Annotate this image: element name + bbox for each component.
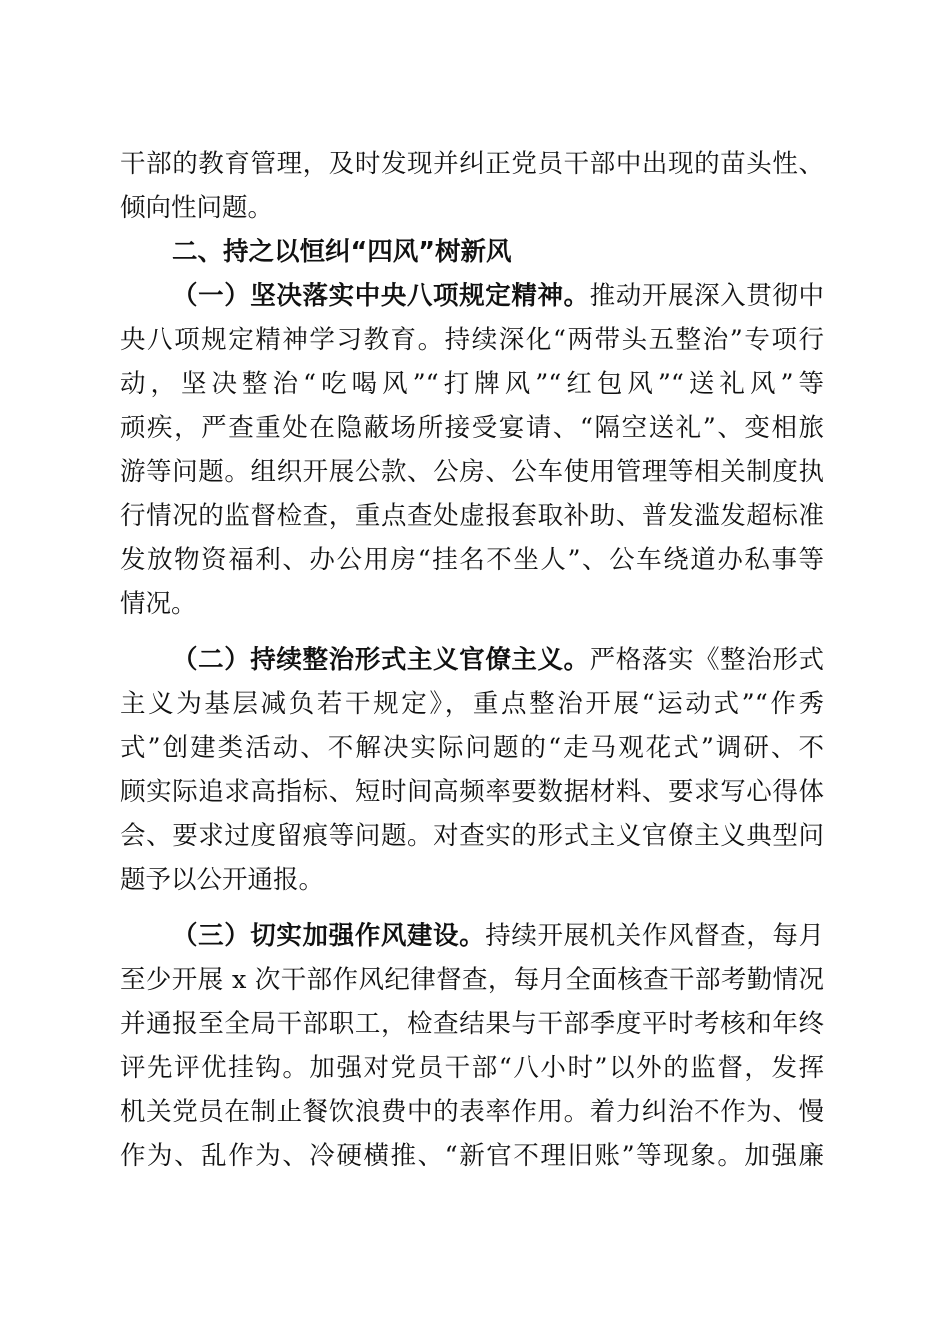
text-line: 发放物资福利、办公用房“挂名不坐人”、公车绕道办私事等 [120,545,824,575]
text-line: 评先评优挂钩。加强对党员干部“八小时”以外的监督，发挥 [120,1053,824,1083]
text-line: 并通报至全局干部职工，检查结果与干部季度平时考核和年终 [120,1009,824,1039]
text-span: 严格落实《整治形式 [589,645,824,675]
text-line: 央八项规定精神学习教育。持续深化“两带头五整治”专项行 [120,325,824,355]
document-body [120,142,824,1178]
text-line: 游等问题。组织开展公款、公房、公车使用管理等相关制度执 [120,457,824,487]
text-line: 动，坚决整治“吃喝风”“打牌风”“红包风”“送礼风”等 [120,369,824,399]
paragraph-lead: （一）坚决落实中央八项规定精神。 [172,281,590,311]
text-line: 倾向性问题。 [120,193,274,223]
text-line [120,638,824,682]
section-heading: 二、持之以恒纠“四风”树新风 [172,237,512,267]
paragraph-2 [120,638,824,902]
text-line: 至少开展 x 次干部作风纪律督查，每月全面核查干部考勤情况 [120,965,824,995]
paragraph-gap [120,902,824,914]
text-span: 持续开展机关作风督查，每月 [485,921,824,951]
text-span: 推动开展深入贯彻中 [589,281,824,311]
text-line: 情况。 [120,589,197,619]
text-line: 行情况的监督检查，重点查处虚报套取补助、普发滥发超标准 [120,501,824,531]
paragraph-gap [120,626,824,638]
top-paragraph [120,142,824,230]
text-line [120,914,824,958]
paragraph-3 [120,914,824,1178]
text-line: 顽疾，严查重处在隐蔽场所接受宴请、“隔空送礼”、变相旅 [120,413,824,443]
text-line: 式”创建类活动、不解决实际问题的“走马观花式”调研、不 [120,733,824,763]
paragraph-lead: （二）持续整治形式主义官僚主义。 [172,645,590,675]
text-line: 干部的教育管理，及时发现并纠正党员干部中出现的苗头性、 [120,149,824,179]
text-line [120,274,824,318]
text-line: 顾实际追求高指标、短时间高频率要数据材料、要求写心得体 [120,777,824,807]
paragraph-lead: （三）切实加强作风建设。 [172,921,486,951]
paragraph-1 [120,274,824,626]
text-line: 机关党员在制止餐饮浪费中的表率作用。着力纠治不作为、慢 [120,1097,824,1127]
text-line: 题予以公开通报。 [120,865,325,895]
text-line: 会、要求过度留痕等问题。对查实的形式主义官僚主义典型问 [120,821,824,851]
text-line: 主义为基层减负若干规定》，重点整治开展“运动式”“作秀 [120,689,824,719]
text-line: 作为、乱作为、冷硬横推、“新官不理旧账”等现象。加强廉 [120,1141,824,1171]
